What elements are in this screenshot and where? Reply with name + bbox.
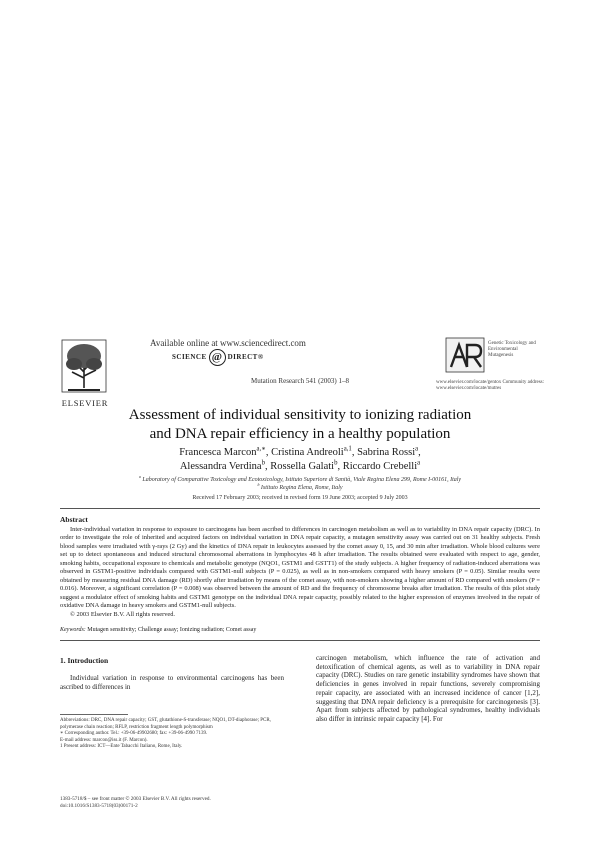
author-name[interactable]: Francesca Marcon [179,447,257,458]
keywords-list: Mutagen sensitivity; Challenge assay; Ionizing radiation; Comet assay [87,627,257,633]
publication-meta [60,796,360,810]
title-line-1: Assessment of individual sensitivity to ionizing radiation [128,407,472,423]
intro-left-paragraph: Individual variation in response to environmental carcinogens has been ascribed to differences in [60,674,284,691]
section-heading-introduction: 1. Introduction [60,656,109,665]
affiliations [60,476,540,492]
author-name[interactable]: Sabrina Rossi [357,447,416,458]
doi-line[interactable]: doi:10.1016/S1383-5718(03)00171-2 [60,803,138,809]
authors-line-1: Francesca Marcon$^{a,∗}$, Cristina Andreoli$^{a,1}$, Sabrina Rossi$^a$, [179,445,421,458]
sciencedirect-left: SCIENCE [172,353,207,362]
abstract-text: Inter-individual variation in response to exposure to carcinogens has been ascribed to differences in carcinogen metabolism as well as to variability in DNA repair capacity (DRC). In order to investigate the role of inherited and acquired factors on individual variation in DNA repair capacity, a mutagen sensitivity assay was carried out on 31 healthy subjects. Fresh blood samples were irradiated with γ-rays (2 Gy) and the kinetics of DNA repair in leukocytes assessed by the comet assay 0, 15, and 30 min after irradiation. Whole blood cultures were set up to detect spontaneous and induced structural chromosomal aberrations in lymphocytes 48 h after irradiation. The results obtained were evaluated with respect to age, gender, smoking habits, occupational exposure to chemicals and metabolic genotype (NQO1, GSTM1 and GSTT1) of the study subjects. A higher frequency of radiation-induced aberrations was observed in GSTM1-positive individuals compared with GSTM1-null subjects (P = 0.025), as well as in non-smokers compared with heavy smokers (P = 0.05). Similar results were obtained by measuring residual DNA damage (RD) shortly after irradiation by means of the comet assay, with non-smokers showing a higher amount of RD compared with smokers (P = 0.016). Moreover, a significant correlation (P = 0.008) was observed between the amount of RD and the frequency of chromosome breaks after irradiation. The results of this pilot study suggest a modulator effect of smoking habits and GSTM1 genotype on the individual DNA repair capacity, possibly related to the higher expression of enzymes involved in the repair of oxidative DNA damage in heavy smokers and GSTM1-null subjects. [60,526,540,610]
affiliation-b: $^b$ Istituto Regina Elena, Rome, Italy [257,483,343,491]
divider-top [60,508,540,509]
author-name[interactable]: Rossella Galati [270,461,335,472]
author-list [60,446,540,474]
author-name[interactable]: Cristina Andreoli [271,447,344,458]
sciencedirect-logo[interactable] [172,349,264,366]
author-affil-marker: a [417,459,421,467]
received-dates: Received 17 February 2003; received in revised form 19 June 2003; accepted 9 July 2003 [192,495,408,501]
title-line-2: and DNA repair efficiency in a healthy population [149,426,451,442]
footnote-present-address: 1 Present address: ICT—Ente Tabacchi Italiano, Rome, Italy. [60,744,183,749]
author-affil-marker: a,∗ [256,445,266,453]
keywords-line [60,627,540,633]
intro-right-paragraph: carcinogen metabolism, which influence the rate of activation and detoxification of chemical agents, as well as to variability in DNA repair capacity (DRC). Studies on rare genetic instability syndromes have shown that deficiencies in genes involved in repair functions, severely compromising repair capacity, are associated with an increased incidence of cancer [1,2], suggesting that DNA repair deficiency is a prerequisite for carcinogenesis [3]. Apart from subjects affected by pathological syndromes, healthy individuals also differ in intrinsic repair capacity [4]. For [316,654,540,723]
journal-reference: Mutation Research 541 (2003) 1–8 [251,377,349,385]
article-title [60,406,540,444]
footnote-email[interactable]: E-mail address: marcon@iss.it (F. Marcon). [60,737,148,743]
footnote-abbreviations: Abbreviations: DRC, DNA repair capacity; GST, glutathione-S-transferase; NQO1, DT-diaphorase; PCR, polymerase chain reaction; RFLP, restriction fragment length polymorphism [60,718,271,730]
available-online-text[interactable]: Available online at www.sciencedirect.com [150,338,306,348]
author-affil-marker: b [261,459,265,467]
journal-logo-icon [445,337,485,373]
publisher-name: ELSEVIER [61,398,109,408]
author-name[interactable]: Alessandra Verdina [179,461,262,472]
footnotes [60,718,284,751]
right-column [316,654,540,724]
author-affil-marker: b [334,459,338,467]
publisher-logo-tree [60,338,108,394]
affiliation-a: $^a$ Laboratory of Comparative Toxicology and Ecotoxicology, Istituto Superiore di Sanità, Viale Regina Elena 299, Rome I-00161, Italy [138,475,462,483]
sciencedirect-right: DIRECT® [227,353,264,362]
journal-urls[interactable]: www.elsevier.com/locate/gentox Community address: www.elsevier.com/locate/mutres [436,380,544,391]
abstract-heading: Abstract [60,515,88,524]
author-affil-marker: a [415,445,419,453]
footnote-divider [60,714,128,715]
author-affil-marker: a,1 [343,445,352,453]
divider-bottom [60,640,540,641]
at-icon: @ [209,349,226,366]
copyright-line: © 2003 Elsevier B.V. All rights reserved. [70,610,176,618]
abstract-body [60,526,540,619]
issn-line: 1383-5718/$ – see front matter © 2003 Elsevier B.V. All rights reserved. [60,796,211,802]
keywords-label: Keywords: [60,627,86,633]
footnote-corresponding: ∗ Corresponding author. Tel.: +39-06-49902680; fax: +39-06-4990 7139. [60,731,208,736]
journal-section-name: Genetic Toxicology and Environmental Mutagenesis [488,341,536,358]
left-column [60,656,284,691]
author-name[interactable]: Riccardo Crebelli [342,461,418,472]
authors-line-2: Alessandra Verdina$^b$, Rossella Galati$^b$, Riccardo Crebelli$^a$ [179,459,421,472]
